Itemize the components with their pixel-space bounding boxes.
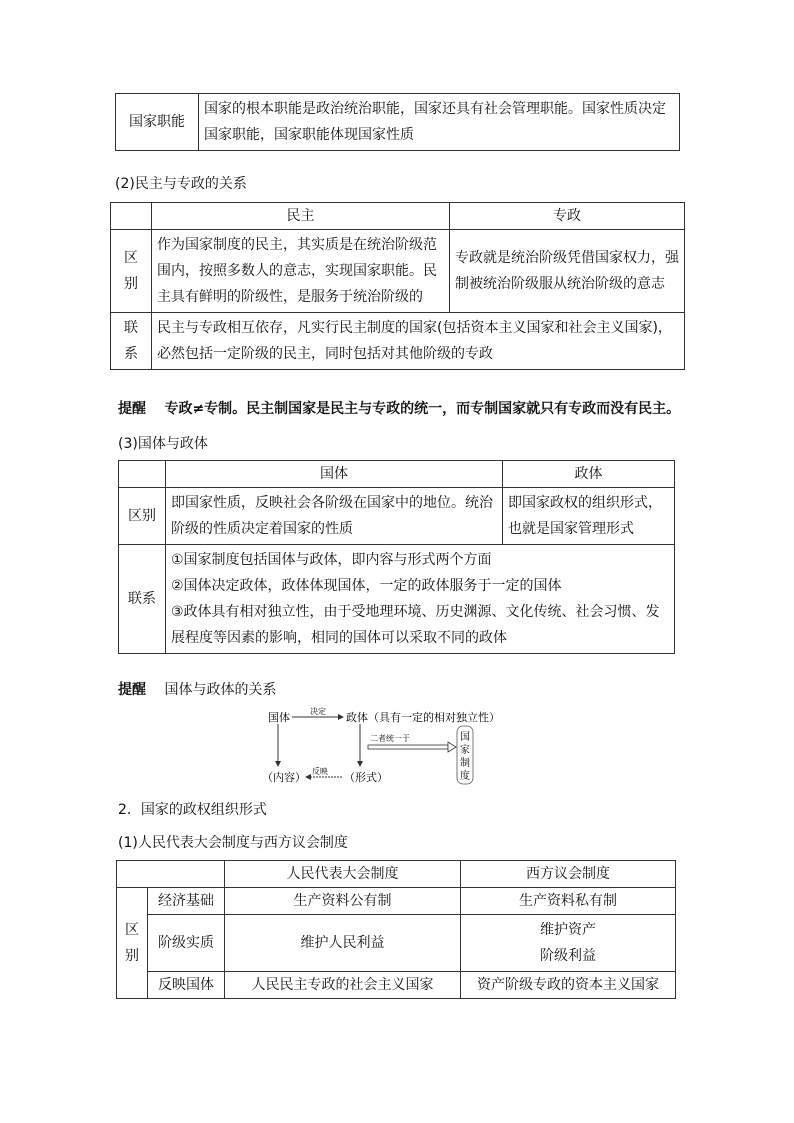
link-item: ①国家制度包括国体与政体，即内容与形式两个方面 — [171, 552, 492, 568]
diff-char: 别 — [125, 948, 139, 964]
state-function-line: 国家的根本职能是政治统治职能，国家还具有社会管理职能。国家性质决定 — [204, 101, 666, 117]
row-label: 经济基础 — [148, 888, 225, 915]
diagram-unity: 二者统一于 — [370, 734, 410, 743]
democracy-table — [110, 202, 685, 370]
state-function-label: 国家职能 — [116, 94, 199, 151]
nation-polity-diagram — [262, 702, 532, 794]
link-item: ③政体具有相对独立性，由于受地理环境、历史渊源、文化传统、社会习惯、发 — [171, 604, 660, 620]
empty-cell — [117, 861, 225, 888]
npc-cell: 维护人民利益 — [225, 915, 461, 972]
npc-cell: 生产资料公有制 — [225, 888, 461, 915]
text-line: 专政就是统治阶级凭借国家权力，强 — [455, 250, 679, 266]
west-cell: 资产阶级专政的资本主义国家 — [461, 972, 676, 999]
nation-polity-heading: (3)国体与政体 — [118, 436, 208, 452]
diagram-decides: 决定 — [310, 707, 326, 716]
unity-arrow-head — [448, 742, 456, 752]
empty-cell — [119, 461, 166, 488]
col-west: 西方议会制度 — [461, 861, 676, 888]
diff-label: 区别 — [119, 488, 166, 545]
text-line: 也就是国家管理形式 — [508, 521, 634, 537]
link-label — [111, 313, 152, 370]
text-line: 围内，按照多数人的意志，实现国家职能。民 — [157, 263, 437, 279]
west-cell: 生产资料私有制 — [461, 888, 676, 915]
nation-polity-table — [118, 460, 675, 654]
state-system-char: 度 — [460, 771, 470, 782]
diagram-polity: 政体（具有一定的相对独立性） — [346, 711, 500, 724]
text-line: 主具有鲜明的阶级性，是服务于统治阶级的 — [157, 289, 423, 305]
npc-cell: 人民民主专政的社会主义国家 — [225, 972, 461, 999]
unity-arrow-body — [368, 745, 448, 749]
diagram-content: （内容） — [262, 771, 306, 784]
diff-label — [111, 230, 152, 313]
text-line: 阶级的性质决定着国家的性质 — [171, 521, 353, 537]
state-function-table — [115, 93, 680, 151]
link-text — [152, 313, 685, 370]
text-line: 必然包括一定阶级的民主，同时包括对其他阶级的专政 — [157, 346, 493, 362]
reminder-2 — [118, 679, 276, 699]
text-line: 制被统治阶级服从统治阶级的意志 — [455, 276, 665, 292]
col-polity: 政体 — [503, 461, 675, 488]
row-label: 阶级实质 — [148, 915, 225, 972]
row-label: 反映国体 — [148, 972, 225, 999]
reminder-text: 专政≠专制。民主制国家是民主与专政的统一，而专制国家就只有专政而没有民主。 — [164, 401, 681, 417]
diff-char: 区 — [125, 922, 139, 938]
link-items — [166, 545, 675, 654]
state-system-char: 制 — [460, 758, 470, 769]
text-line: 维护资产 — [540, 922, 596, 938]
col-dictatorship: 专政 — [450, 203, 685, 230]
state-system-char: 家 — [460, 745, 470, 756]
col-nation: 国体 — [166, 461, 503, 488]
reminder-label: 提醒 — [118, 682, 146, 698]
diff-label — [117, 888, 148, 999]
diff-char: 区 — [124, 250, 138, 266]
text-line: 作为国家制度的民主，其实质是在统治阶级范 — [157, 237, 437, 253]
diff-dictatorship — [450, 230, 685, 313]
section2-heading: 2．国家的政权组织形式 — [118, 802, 267, 818]
diagram-form: （形式） — [344, 771, 388, 784]
diagram-nation: 国体 — [268, 711, 290, 724]
state-function-line: 国家职能，国家职能体现国家性质 — [204, 127, 414, 143]
link-char: 联 — [124, 320, 138, 336]
link-item: ②国体决定政体，政体体现国体，一定的政体服务于一定的国体 — [171, 578, 562, 594]
text-line: 即国家性质，反映社会各阶级在国家中的地位。统治 — [171, 495, 493, 511]
democracy-heading: (2)民主与专政的关系 — [115, 176, 247, 192]
text-line: 阶级利益 — [540, 948, 596, 964]
state-function-text — [199, 94, 680, 151]
link-item: 展程度等因素的影响，相同的国体可以采取不同的政体 — [171, 630, 507, 646]
npc-table — [116, 860, 676, 999]
section2-subheading: (1)人民代表大会制度与西方议会制度 — [118, 835, 348, 851]
text-line: 即国家政权的组织形式， — [508, 495, 662, 511]
diff-char: 别 — [124, 276, 138, 292]
diagram-svg — [262, 702, 532, 794]
diff-polity — [503, 488, 675, 545]
text-line: 民主与专政相互依存，凡实行民主制度的国家(包括资本主义国家和社会主义国家)， — [157, 320, 672, 336]
link-label: 联系 — [119, 545, 166, 654]
col-npc: 人民代表大会制度 — [225, 861, 461, 888]
diff-nation — [166, 488, 503, 545]
link-char: 系 — [124, 346, 138, 362]
empty-cell — [111, 203, 152, 230]
col-democracy: 民主 — [152, 203, 450, 230]
reminder-label: 提醒 — [118, 401, 146, 417]
reminder-text: 国体与政体的关系 — [164, 682, 277, 698]
diagram-reflects: 反映 — [312, 767, 328, 776]
state-system-char: 国 — [460, 732, 470, 743]
west-cell — [461, 915, 676, 972]
reminder-1 — [118, 398, 680, 418]
diff-democracy — [152, 230, 450, 313]
